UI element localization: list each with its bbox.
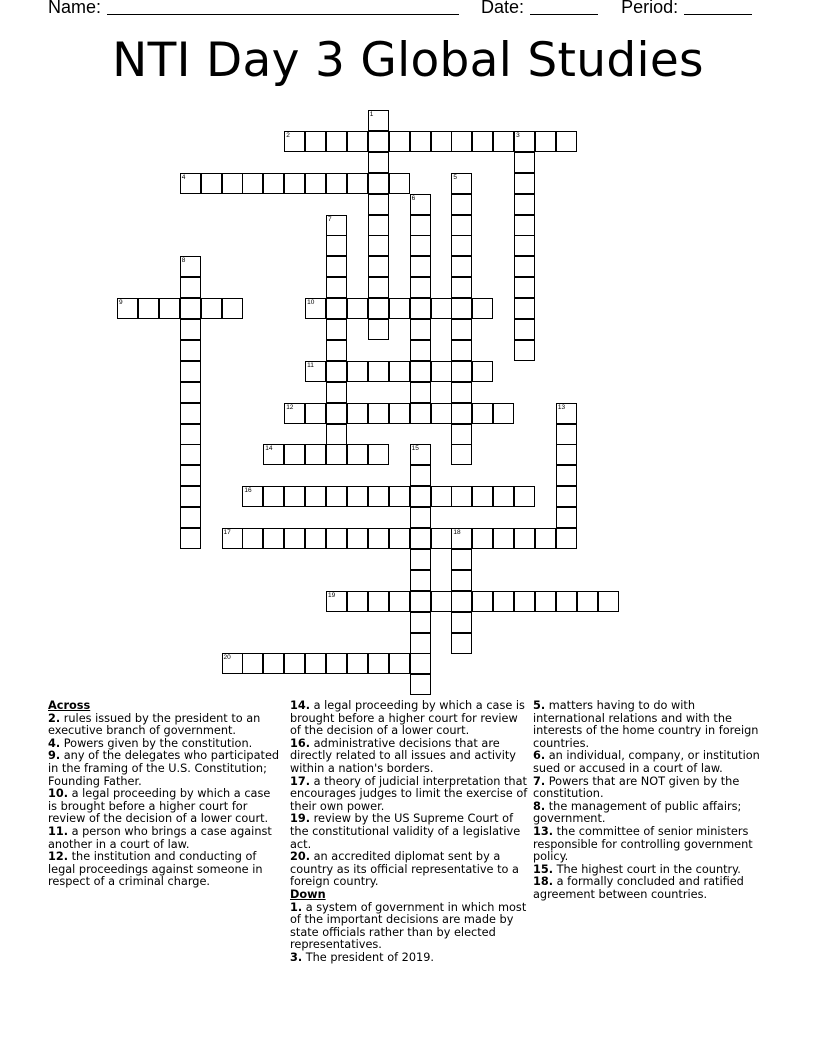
clue-number: 13 bbox=[557, 403, 566, 411]
crossword-cell[interactable] bbox=[514, 131, 535, 152]
crossword-cell[interactable] bbox=[472, 131, 493, 152]
crossword-cell[interactable] bbox=[472, 403, 493, 424]
crossword-cell[interactable] bbox=[180, 403, 201, 424]
crossword-cell[interactable] bbox=[431, 591, 452, 612]
crossword-cell[interactable] bbox=[410, 549, 431, 570]
clue-number-label: 10. bbox=[48, 787, 69, 801]
crossword-cell[interactable] bbox=[180, 486, 201, 507]
clue-text: The president of 2019. bbox=[302, 950, 435, 964]
crossword-cell[interactable] bbox=[201, 173, 222, 194]
clue-number-label: 18. bbox=[533, 875, 554, 889]
crossword-cell[interactable] bbox=[577, 591, 598, 612]
crossword-cell[interactable] bbox=[305, 131, 326, 152]
crossword-cell[interactable] bbox=[347, 591, 368, 612]
clue-number: 6 bbox=[411, 194, 416, 202]
crossword-cell[interactable] bbox=[410, 277, 431, 298]
crossword-cell[interactable] bbox=[410, 633, 431, 654]
clue-number-label: 17. bbox=[290, 774, 311, 788]
crossword-cell[interactable] bbox=[222, 298, 243, 319]
crossword-cell[interactable] bbox=[326, 256, 347, 277]
clue-item bbox=[290, 738, 528, 776]
crossword-cell[interactable] bbox=[368, 277, 389, 298]
crossword-cell[interactable] bbox=[431, 298, 452, 319]
crossword-cell[interactable] bbox=[431, 528, 452, 549]
crossword-cell[interactable] bbox=[556, 528, 577, 549]
crossword-cell[interactable] bbox=[410, 403, 431, 424]
clue-item bbox=[533, 700, 765, 750]
crossword-cell[interactable] bbox=[514, 173, 535, 194]
crossword-cell[interactable] bbox=[368, 173, 389, 194]
crossword-cell[interactable] bbox=[347, 444, 368, 465]
clue-number-label: 7. bbox=[533, 774, 546, 788]
crossword-cell[interactable] bbox=[451, 194, 472, 215]
clue-number-label: 15. bbox=[533, 862, 554, 876]
crossword-cell[interactable] bbox=[326, 528, 347, 549]
clue-text: an accredited diplomat sent by a country as its official representative to a foreign country. bbox=[290, 850, 519, 889]
clue-number: 16 bbox=[244, 487, 252, 495]
clue-number-label: 4. bbox=[48, 736, 61, 750]
crossword-cell[interactable] bbox=[222, 528, 243, 549]
crossword-cell[interactable] bbox=[514, 591, 535, 612]
clue-number: 19 bbox=[328, 591, 336, 599]
clue-number-label: 16. bbox=[290, 736, 311, 750]
crossword-cell[interactable] bbox=[514, 215, 535, 236]
crossword-cell[interactable] bbox=[326, 319, 347, 340]
crossword-cell[interactable] bbox=[451, 173, 472, 194]
crossword-cell[interactable] bbox=[326, 235, 347, 256]
crossword-cell[interactable] bbox=[431, 486, 452, 507]
clue-number: 3 bbox=[516, 131, 520, 139]
crossword-cell[interactable] bbox=[263, 173, 284, 194]
clue-number-label: 6. bbox=[533, 749, 546, 763]
clue-number: 9 bbox=[119, 299, 123, 307]
clue-text: a legal proceeding by which a case is brought before a higher court for review of the decision of a lower court. bbox=[48, 787, 271, 826]
crossword-cell[interactable] bbox=[410, 591, 431, 612]
crossword-cell[interactable] bbox=[368, 235, 389, 256]
clue-number: 17 bbox=[223, 529, 231, 536]
crossword-cell[interactable] bbox=[368, 215, 389, 236]
crossword-cell[interactable] bbox=[284, 528, 305, 549]
crossword-cell[interactable] bbox=[410, 298, 431, 319]
crossword-cell[interactable] bbox=[180, 528, 201, 549]
crossword-cell[interactable] bbox=[410, 674, 431, 695]
crossword-cell[interactable] bbox=[556, 424, 577, 445]
crossword-cell[interactable] bbox=[493, 486, 514, 507]
clue-number-label: 20. bbox=[290, 850, 311, 864]
crossword-cell[interactable] bbox=[305, 173, 326, 194]
crossword-cell[interactable] bbox=[326, 215, 347, 236]
crossword-cell[interactable] bbox=[493, 403, 514, 424]
crossword-cell[interactable] bbox=[451, 131, 472, 152]
clue-item bbox=[48, 851, 280, 889]
crossword-cell[interactable] bbox=[451, 256, 472, 277]
crossword-cell[interactable] bbox=[451, 570, 472, 591]
clue-item bbox=[290, 851, 528, 889]
crossword-cell[interactable] bbox=[159, 298, 180, 319]
crossword-cell[interactable] bbox=[514, 340, 535, 361]
clue-number-label: 8. bbox=[533, 799, 546, 813]
clue-number: 15 bbox=[411, 445, 419, 453]
crossword-cell[interactable] bbox=[347, 403, 368, 424]
clue-number: 7 bbox=[328, 215, 332, 223]
crossword-cell[interactable] bbox=[242, 486, 263, 507]
clue-item bbox=[533, 801, 765, 826]
clue-number: 10 bbox=[307, 299, 315, 307]
clue-column-2 bbox=[290, 700, 528, 964]
crossword-cell[interactable] bbox=[451, 424, 472, 445]
crossword-cell[interactable] bbox=[451, 361, 472, 382]
crossword-cell[interactable] bbox=[284, 653, 305, 674]
crossword-cell[interactable] bbox=[451, 215, 472, 236]
crossword-cell[interactable] bbox=[556, 486, 577, 507]
crossword-cell[interactable] bbox=[389, 403, 410, 424]
crossword-cell[interactable] bbox=[347, 131, 368, 152]
clue-item bbox=[290, 902, 528, 952]
crossword-cell[interactable] bbox=[222, 653, 243, 674]
crossword-cell[interactable] bbox=[326, 424, 347, 445]
crossword-cell[interactable] bbox=[451, 528, 472, 549]
crossword-cell[interactable] bbox=[598, 591, 619, 612]
crossword-cell[interactable] bbox=[368, 444, 389, 465]
crossword-cell[interactable] bbox=[556, 403, 577, 424]
crossword-cell[interactable] bbox=[451, 486, 472, 507]
clue-number-label: 13. bbox=[533, 824, 554, 838]
crossword-cell[interactable] bbox=[305, 403, 326, 424]
crossword-cell[interactable] bbox=[284, 403, 305, 424]
crossword-cell[interactable] bbox=[389, 361, 410, 382]
crossword-cell[interactable] bbox=[263, 653, 284, 674]
crossword-cell[interactable] bbox=[389, 591, 410, 612]
crossword-cell[interactable] bbox=[410, 444, 431, 465]
crossword-cell[interactable] bbox=[117, 298, 138, 319]
crossword-cell[interactable] bbox=[410, 361, 431, 382]
crossword-cell[interactable] bbox=[451, 319, 472, 340]
clue-text: rules issued by the president to an executive branch of government. bbox=[48, 711, 261, 738]
crossword-cell[interactable] bbox=[410, 340, 431, 361]
crossword-cell[interactable] bbox=[451, 298, 472, 319]
clue-item bbox=[533, 776, 765, 801]
crossword-cell[interactable] bbox=[368, 361, 389, 382]
crossword-cell[interactable] bbox=[514, 319, 535, 340]
crossword-cell[interactable] bbox=[368, 486, 389, 507]
crossword-cell[interactable] bbox=[451, 591, 472, 612]
crossword-cell[interactable] bbox=[180, 507, 201, 528]
crossword-cell[interactable] bbox=[326, 486, 347, 507]
crossword-cell[interactable] bbox=[263, 444, 284, 465]
crossword-cell[interactable] bbox=[410, 319, 431, 340]
clue-item bbox=[48, 713, 280, 738]
crossword-cell[interactable] bbox=[368, 528, 389, 549]
crossword-cell[interactable] bbox=[451, 444, 472, 465]
date-label: Date: bbox=[481, 0, 525, 17]
clue-item bbox=[290, 776, 528, 814]
crossword-cell[interactable] bbox=[535, 591, 556, 612]
crossword-cell[interactable] bbox=[410, 382, 431, 403]
crossword-cell[interactable] bbox=[180, 382, 201, 403]
crossword-cell[interactable] bbox=[180, 256, 201, 277]
crossword-cell[interactable] bbox=[451, 382, 472, 403]
period-label: Period: bbox=[621, 0, 679, 17]
crossword-cell[interactable] bbox=[410, 235, 431, 256]
crossword-cell[interactable] bbox=[410, 653, 431, 674]
crossword-cell[interactable] bbox=[368, 403, 389, 424]
crossword-cell[interactable] bbox=[326, 444, 347, 465]
clue-number: 11 bbox=[307, 361, 314, 369]
crossword-cell[interactable] bbox=[326, 173, 347, 194]
crossword-cell[interactable] bbox=[347, 361, 368, 382]
crossword-cell[interactable] bbox=[368, 298, 389, 319]
clue-text: matters having to do with international relations and with the interests of the home country in foreign countries. bbox=[533, 699, 759, 750]
clue-number: 14 bbox=[265, 445, 273, 453]
crossword-cell[interactable] bbox=[326, 361, 347, 382]
crossword-cell[interactable] bbox=[472, 486, 493, 507]
crossword-cell[interactable] bbox=[284, 486, 305, 507]
clue-column-1 bbox=[48, 700, 280, 889]
crossword-cell[interactable] bbox=[138, 298, 159, 319]
clue-text: a theory of judicial interpretation that encourages judges to limit the exercise of their own power. bbox=[290, 774, 528, 813]
crossword-cell[interactable] bbox=[389, 653, 410, 674]
crossword-cell[interactable] bbox=[410, 215, 431, 236]
crossword-cell[interactable] bbox=[326, 591, 347, 612]
crossword-cell[interactable] bbox=[451, 633, 472, 654]
crossword-cell[interactable] bbox=[451, 340, 472, 361]
crossword-cell[interactable] bbox=[305, 653, 326, 674]
crossword-cell[interactable] bbox=[326, 403, 347, 424]
crossword-cell[interactable] bbox=[451, 612, 472, 633]
page-title: NTI Day 3 Global Studies bbox=[112, 33, 704, 88]
crossword-cell[interactable] bbox=[389, 298, 410, 319]
crossword-cell[interactable] bbox=[242, 528, 263, 549]
clue-text: a system of government in which most of the important decisions are made by state officials rather than by elected representatives. bbox=[290, 900, 527, 952]
crossword-cell[interactable] bbox=[556, 591, 577, 612]
clue-number-label: 3. bbox=[290, 950, 303, 964]
clue-number: 4 bbox=[181, 173, 186, 181]
crossword-cell[interactable] bbox=[514, 277, 535, 298]
crossword-cell[interactable] bbox=[222, 173, 243, 194]
crossword-cell[interactable] bbox=[410, 507, 431, 528]
crossword-cell[interactable] bbox=[347, 298, 368, 319]
crossword-cell[interactable] bbox=[242, 653, 263, 674]
crossword-cell[interactable] bbox=[326, 277, 347, 298]
clue-item bbox=[48, 750, 280, 788]
crossword-cell[interactable] bbox=[410, 194, 431, 215]
crossword-cell[interactable] bbox=[368, 591, 389, 612]
clue-number: 5 bbox=[453, 173, 458, 181]
crossword-cell[interactable] bbox=[431, 403, 452, 424]
crossword-cell[interactable] bbox=[556, 507, 577, 528]
crossword-cell[interactable] bbox=[535, 131, 556, 152]
crossword-cell[interactable] bbox=[305, 486, 326, 507]
clue-item bbox=[533, 826, 765, 864]
clue-number-label: 5. bbox=[533, 699, 546, 712]
crossword-cell[interactable] bbox=[180, 277, 201, 298]
crossword-cell[interactable] bbox=[180, 298, 201, 319]
crossword-cell[interactable] bbox=[410, 256, 431, 277]
crossword-cell[interactable] bbox=[556, 444, 577, 465]
crossword-cell[interactable] bbox=[305, 361, 326, 382]
clue-text: the management of public affairs; government. bbox=[533, 799, 742, 826]
crossword-cell[interactable] bbox=[305, 528, 326, 549]
clue-column-3 bbox=[533, 700, 765, 902]
crossword-cell[interactable] bbox=[514, 486, 535, 507]
crossword-cell[interactable] bbox=[368, 110, 389, 131]
crossword-cell[interactable] bbox=[514, 256, 535, 277]
crossword-cell[interactable] bbox=[535, 528, 556, 549]
crossword-cell[interactable] bbox=[263, 486, 284, 507]
crossword-cell[interactable] bbox=[493, 131, 514, 152]
crossword-cell[interactable] bbox=[389, 131, 410, 152]
clue-number: 18 bbox=[453, 529, 461, 536]
crossword-cell[interactable] bbox=[180, 340, 201, 361]
clue-item bbox=[533, 750, 765, 775]
clue-number: 8 bbox=[181, 257, 186, 265]
clue-item bbox=[533, 876, 765, 901]
crossword-cell[interactable] bbox=[180, 424, 201, 445]
clue-text: Powers given by the constitution. bbox=[60, 736, 253, 750]
crossword-cell[interactable] bbox=[410, 612, 431, 633]
crossword-cell[interactable] bbox=[284, 444, 305, 465]
crossword-cell[interactable] bbox=[451, 549, 472, 570]
clue-number-label: 11. bbox=[48, 824, 69, 838]
clue-text: The highest court in the country. bbox=[553, 862, 741, 876]
crossword-cell[interactable] bbox=[368, 653, 389, 674]
clue-number-label: 14. bbox=[290, 699, 311, 712]
crossword-cell[interactable] bbox=[347, 173, 368, 194]
crossword-cell[interactable] bbox=[514, 528, 535, 549]
clue-text: the committee of senior ministers responsible for controlling government policy. bbox=[533, 824, 753, 864]
crossword-cell[interactable] bbox=[431, 361, 452, 382]
clue-text: an individual, company, or institution sued or accused in a court of law. bbox=[533, 749, 760, 775]
clue-text: Powers that are NOT given by the constitution. bbox=[533, 774, 740, 801]
clue-text: the institution and conducting of legal proceedings against someone in respect of a criminal charge. bbox=[48, 850, 263, 889]
crossword-cell[interactable] bbox=[493, 591, 514, 612]
crossword-cell[interactable] bbox=[326, 131, 347, 152]
crossword-cell[interactable] bbox=[556, 465, 577, 486]
clue-number-label: 19. bbox=[290, 812, 311, 826]
crossword-cell[interactable] bbox=[263, 528, 284, 549]
section-heading: Down bbox=[290, 887, 326, 901]
clue-number: 12 bbox=[286, 403, 294, 411]
crossword-cell[interactable] bbox=[514, 152, 535, 173]
crossword-cell[interactable] bbox=[410, 528, 431, 549]
crossword-cell[interactable] bbox=[347, 653, 368, 674]
crossword-cell[interactable] bbox=[389, 173, 410, 194]
name-label: Name: bbox=[48, 0, 102, 17]
crossword-cell[interactable] bbox=[431, 131, 452, 152]
clue-number-label: 2. bbox=[48, 711, 61, 725]
crossword-cell[interactable] bbox=[326, 298, 347, 319]
clue-number-label: 9. bbox=[48, 749, 61, 763]
crossword-cell[interactable] bbox=[180, 465, 201, 486]
crossword-cell[interactable] bbox=[451, 403, 472, 424]
crossword-cell[interactable] bbox=[493, 528, 514, 549]
clue-item bbox=[290, 952, 528, 965]
crossword-cell[interactable] bbox=[410, 486, 431, 507]
crossword-cell[interactable] bbox=[451, 235, 472, 256]
crossword-cell[interactable] bbox=[556, 131, 577, 152]
crossword-cell[interactable] bbox=[305, 298, 326, 319]
clue-number-label: 1. bbox=[290, 900, 303, 914]
clue-item bbox=[290, 700, 528, 738]
clue-text: any of the delegates who participated in the framing of the U.S. Constitution; Founding Father. bbox=[48, 749, 280, 788]
section-heading: Across bbox=[48, 699, 91, 712]
crossword-cell[interactable] bbox=[514, 235, 535, 256]
crossword-cell[interactable] bbox=[368, 319, 389, 340]
crossword-cell[interactable] bbox=[326, 340, 347, 361]
clue-text: a person who brings a case against another in a court of law. bbox=[48, 824, 272, 851]
crossword-cell[interactable] bbox=[514, 298, 535, 319]
crossword-cell[interactable] bbox=[347, 486, 368, 507]
clue-number-label: 12. bbox=[48, 850, 69, 864]
crossword-cell[interactable] bbox=[347, 528, 368, 549]
clue-item bbox=[290, 813, 528, 851]
crossword-cell[interactable] bbox=[180, 444, 201, 465]
crossword-cell[interactable] bbox=[451, 277, 472, 298]
crossword-cell[interactable] bbox=[326, 382, 347, 403]
clue-number: 1 bbox=[369, 111, 374, 118]
crossword-cell[interactable] bbox=[326, 653, 347, 674]
crossword-cell[interactable] bbox=[410, 465, 431, 486]
crossword-cell[interactable] bbox=[284, 173, 305, 194]
crossword-cell[interactable] bbox=[180, 173, 201, 194]
crossword-cell[interactable] bbox=[368, 194, 389, 215]
crossword-cell[interactable] bbox=[514, 194, 535, 215]
crossword-cell[interactable] bbox=[410, 570, 431, 591]
clue-number: 2 bbox=[286, 131, 290, 139]
crossword-cell[interactable] bbox=[305, 444, 326, 465]
crossword-cell[interactable] bbox=[368, 131, 389, 152]
clue-item bbox=[48, 826, 280, 851]
crossword-cell[interactable] bbox=[389, 486, 410, 507]
crossword-cell[interactable] bbox=[180, 319, 201, 340]
crossword-cell[interactable] bbox=[389, 528, 410, 549]
clue-text: review by the US Supreme Court of the constitutional validity of a legislative act. bbox=[290, 812, 521, 851]
crossword-cell[interactable] bbox=[284, 131, 305, 152]
crossword-cell[interactable] bbox=[368, 152, 389, 173]
clue-text: a formally concluded and ratified agreement between countries. bbox=[533, 875, 744, 901]
crossword-cell[interactable] bbox=[410, 131, 431, 152]
clue-text: a legal proceeding by which a case is brought before a higher court for review of the decision of a lower court. bbox=[290, 699, 525, 738]
crossword-cell[interactable] bbox=[472, 591, 493, 612]
crossword-cell[interactable] bbox=[472, 528, 493, 549]
clue-text: administrative decisions that are directly related to all issues and activity within a nation's borders. bbox=[290, 736, 516, 775]
crossword-cell[interactable] bbox=[472, 361, 493, 382]
crossword-cell[interactable] bbox=[201, 298, 222, 319]
clue-item bbox=[48, 788, 280, 826]
crossword-cell[interactable] bbox=[368, 256, 389, 277]
crossword-cell[interactable] bbox=[472, 298, 493, 319]
clue-number: 20 bbox=[223, 654, 231, 662]
crossword-cell[interactable] bbox=[180, 361, 201, 382]
crossword-cell[interactable] bbox=[242, 173, 263, 194]
